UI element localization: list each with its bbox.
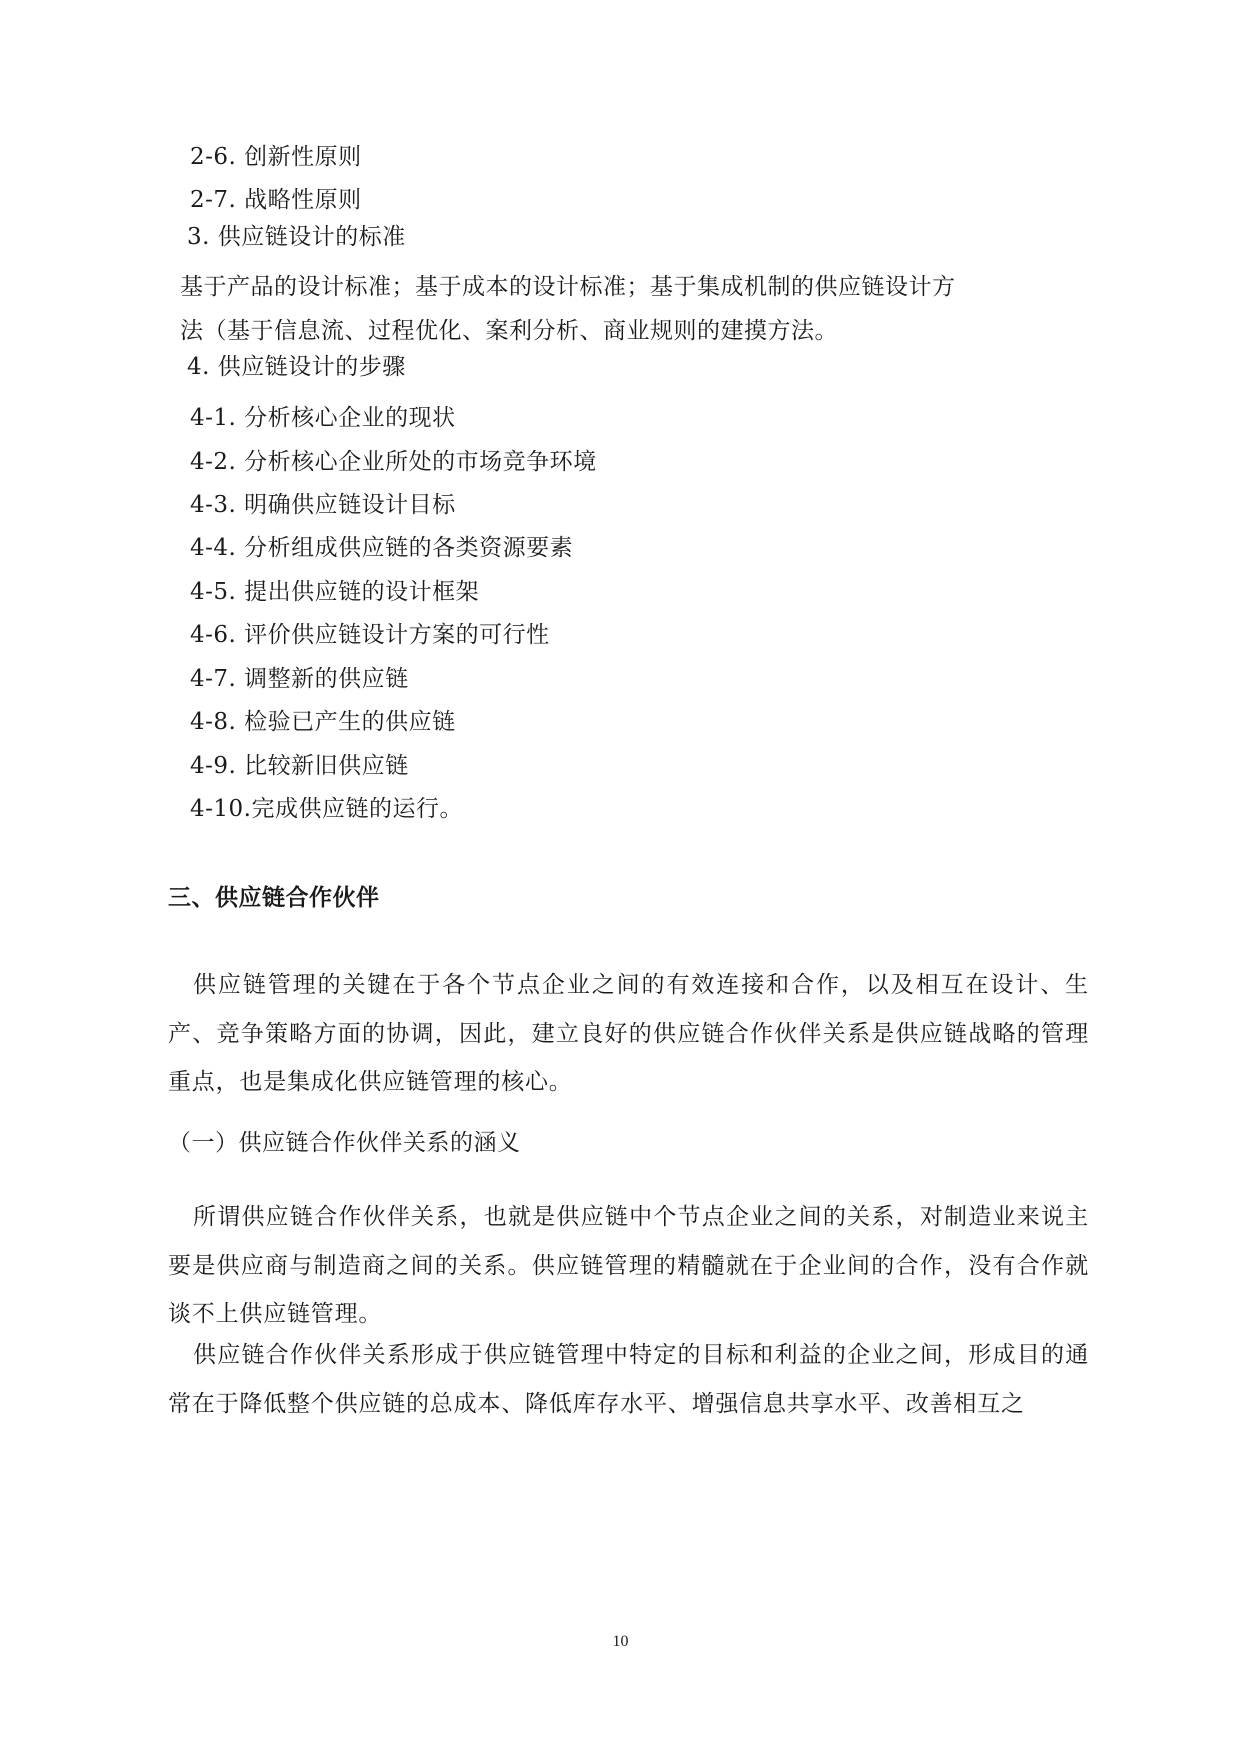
standards-line-1: 基于产品的设计标准；基于成本的设计标准；基于集成机制的供应链设计方 [180, 274, 956, 300]
step-item: 4-3. 明确供应链设计目标 [190, 492, 456, 518]
item-2-6: 2-6. 创新性原则 [190, 144, 362, 170]
paragraph-2: 所谓供应链合作伙伴关系，也就是供应链中个节点企业之间的关系，对制造业来说主要是供应商与制造商之间的关系。供应链管理的精髓就在于企业间的合作，没有合作就谈不上供应链管理。 [168, 1204, 1089, 1327]
step-item: 4-10.完成供应链的运行。 [190, 796, 463, 822]
page-number: 10 [612, 1633, 629, 1650]
paragraph-1: 供应链管理的关键在于各个节点企业之间的有效连接和合作，以及相互在设计、生产、竞争策略方面的协调，因此，建立良好的供应链合作伙伴关系是供应链战略的管理重点，也是集成化供应链管理的核心。 [168, 972, 1089, 1095]
section-3-title: 3. 供应链设计的标准 [187, 224, 406, 250]
step-item: 4-6. 评价供应链设计方案的可行性 [190, 622, 550, 648]
section-4-title: 4. 供应链设计的步骤 [187, 354, 406, 380]
step-item: 4-5. 提出供应链的设计框架 [190, 579, 480, 605]
chapter-title: 三、供应链合作伙伴 [168, 885, 380, 911]
item-2-7: 2-7. 战略性原则 [190, 187, 362, 213]
step-item: 4-7. 调整新的供应链 [190, 666, 409, 692]
step-item: 4-2. 分析核心企业所处的市场竞争环境 [190, 449, 597, 475]
step-item: 4-9. 比较新旧供应链 [190, 753, 409, 779]
step-item: 4-4. 分析组成供应链的各类资源要素 [190, 535, 574, 561]
step-item: 4-1. 分析核心企业的现状 [190, 405, 456, 431]
step-item: 4-8. 检验已产生的供应链 [190, 709, 456, 735]
standards-line-2: 法（基于信息流、过程优化、案利分析、商业规则的建摸方法。 [180, 318, 838, 344]
subsection-title: （一）供应链合作伙伴关系的涵义 [168, 1130, 521, 1156]
paragraph-3: 供应链合作伙伴关系形成于供应链管理中特定的目标和利益的企业之间，形成目的通常在于降低整个供应链的总成本、降低库存水平、增强信息共享水平、改善相互之 [168, 1342, 1089, 1417]
